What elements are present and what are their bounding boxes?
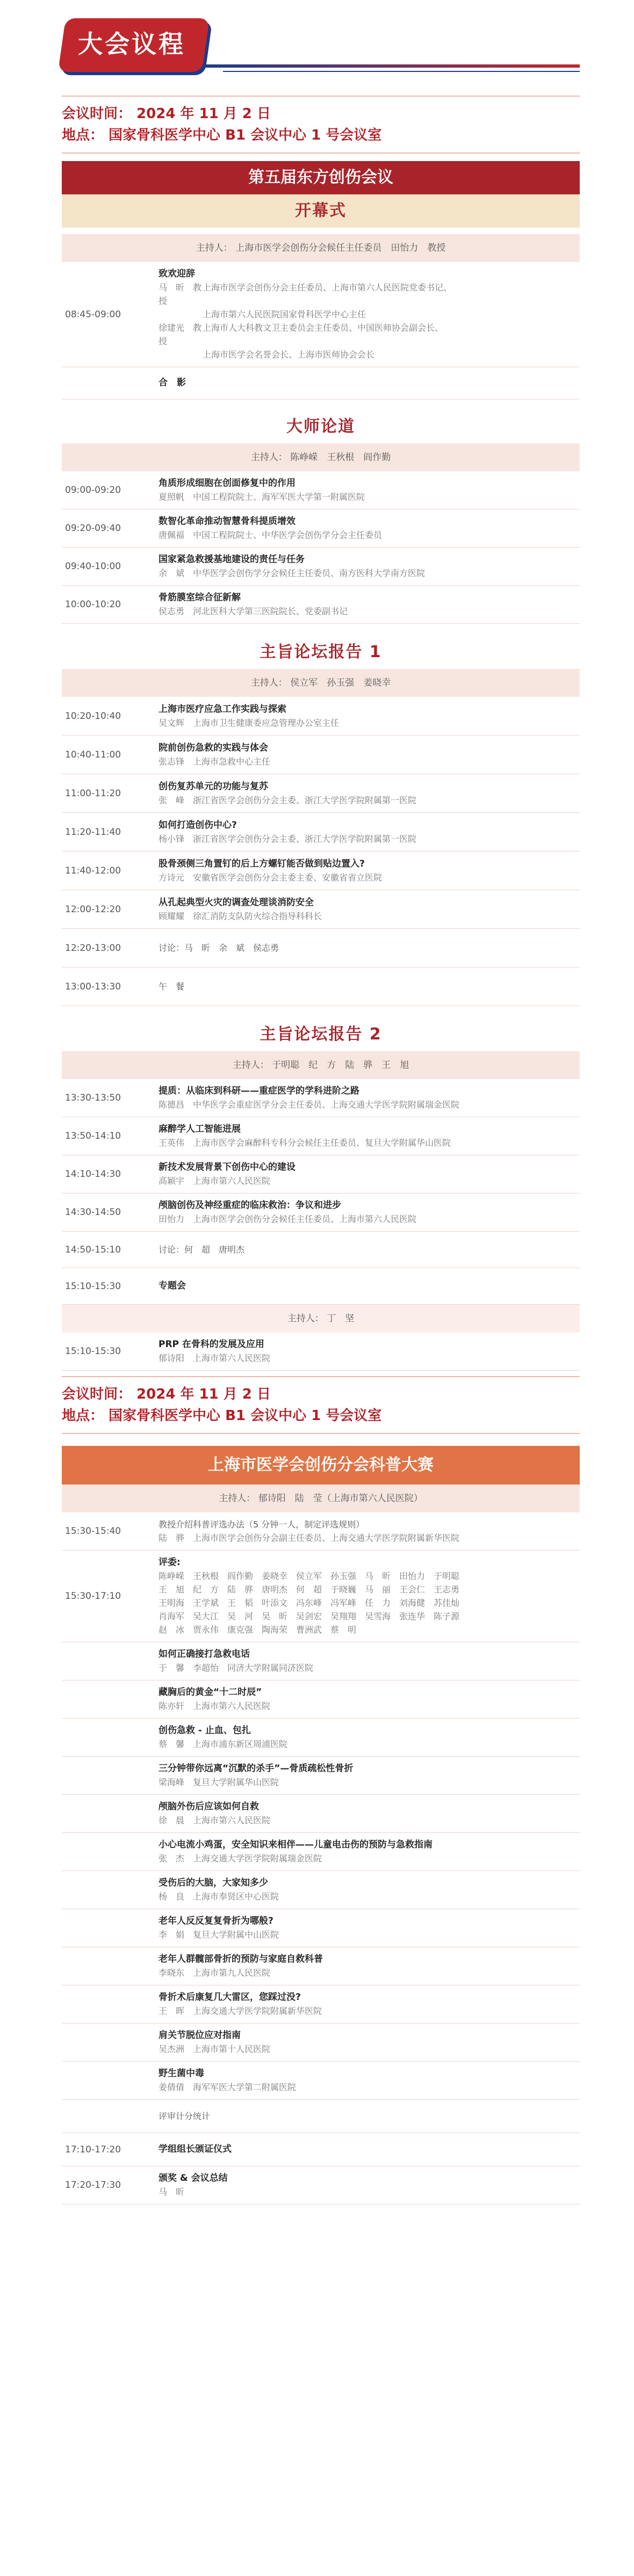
row-speaker: 于 馨 李超怡 同济大学附属同济医院	[158, 1663, 314, 1673]
meeting-place: 地点： 国家骨科医学中心 B1 会议中心 1 号会议室	[62, 127, 382, 143]
judge-line: 陈峥嵘 王秋根 阎作勤 姜晓幸 侯立军 孙玉强 马 昕 田怡力 于明聪	[158, 1571, 460, 1581]
row-time: 17:10-17:20	[65, 2144, 121, 2155]
row-title: 股骨颈侧三角置钉的后上方螺钉能否做到贴边置入?	[158, 858, 365, 869]
row-speaker: 李晓东 上海市第九人民医院	[158, 1968, 271, 1978]
row-title: 学组组长颁证仪式	[158, 2144, 232, 2155]
speaker-line	[158, 321, 580, 348]
speaker-line	[158, 348, 580, 361]
opening-title: 开幕式	[62, 194, 580, 228]
row-time	[62, 2029, 158, 2056]
agenda-row	[62, 852, 580, 890]
agenda-row	[62, 1719, 580, 1757]
agenda-row	[62, 1642, 580, 1680]
row-time: 08:45-09:00	[65, 309, 121, 320]
banner-line	[206, 64, 580, 68]
row-title: 新技术发展背景下创伤中心的建设	[158, 1162, 296, 1173]
row-speaker: 姜倩倩 海军军医大学第二附属医院	[158, 2082, 297, 2092]
row-time	[62, 373, 158, 394]
agenda-row	[62, 697, 580, 736]
row-time: 10:40-11:00	[65, 749, 121, 760]
row-speaker: 张 杰 上海交通大学医学院附属瑞金医院	[158, 1853, 322, 1864]
agenda-row	[62, 967, 580, 1006]
row-content	[158, 1876, 580, 1903]
forum2-host-2: 主持人： 丁 坚	[62, 1305, 580, 1333]
row-content	[158, 1838, 580, 1865]
row-title: 院前创伤急救的实践与体会	[158, 742, 268, 753]
row-speaker: 王英伟 上海市医学会麻醉科专科分会候任主任委员、复旦大学附属华山医院	[158, 1138, 451, 1148]
meeting-place: 地点： 国家骨科医学中心 B1 会议中心 1 号会议室	[62, 1408, 382, 1424]
row-content	[158, 818, 580, 846]
row-title: 颁奖 & 会议总结	[158, 2173, 228, 2184]
agenda-row	[62, 471, 580, 510]
row-speaker: 蔡 馨 上海市浦东新区周浦医院	[158, 1739, 288, 1749]
row-content	[158, 267, 580, 361]
row-content	[158, 1953, 580, 1980]
agenda-row	[62, 774, 580, 813]
row-time	[62, 1648, 158, 1675]
row-speaker: 吴文辉 上海市卫生健康委应急管理办公室主任	[158, 717, 340, 728]
agenda-row	[62, 1079, 580, 1117]
agenda-content	[62, 96, 580, 2204]
row-content	[158, 1123, 580, 1149]
agenda-row	[62, 1268, 580, 1305]
row-content	[158, 1338, 580, 1365]
speaker-line	[158, 308, 580, 321]
speaker-name	[158, 308, 203, 321]
judge-line: 王明海 王学斌 王 韬 叶添文 冯东峰 冯军峰 任 力 刘海健 苏佳灿	[158, 1598, 460, 1608]
agenda-row	[62, 1232, 580, 1268]
row-content	[158, 515, 580, 542]
row-time	[62, 1876, 158, 1903]
row-content	[158, 373, 580, 394]
row-content	[158, 1724, 580, 1751]
row-time: 15:30-15:40	[65, 1526, 121, 1537]
row-speaker: 讨论：马 昕 余 斌 侯志勇	[158, 943, 279, 953]
masters-title: 大师论道	[286, 417, 355, 436]
row-time	[62, 1724, 158, 1751]
row-title: 骨筋膜室综合征新解	[158, 592, 241, 603]
speaker-title: 上海市医学会创伤分会主任委员、上海市第六人民医院党委书记、	[203, 282, 452, 293]
forum2-host: 主持人： 于明聪 纪 方 陆 骅 王 旭	[62, 1051, 580, 1079]
agenda-row	[62, 1333, 580, 1371]
row-content	[158, 2105, 580, 2127]
row-content	[158, 1762, 580, 1789]
forum2-title: 主旨论坛报告 2	[260, 1025, 382, 1044]
row-content	[158, 1085, 580, 1111]
row-content	[158, 2067, 580, 2094]
row-time: 11:20-11:40	[65, 826, 121, 838]
row-content	[158, 1274, 580, 1299]
row-content	[158, 1518, 580, 1545]
row-content	[158, 2029, 580, 2056]
agenda-row	[62, 1909, 580, 1947]
agenda-row	[62, 1155, 580, 1194]
row-time: 13:30-13:50	[65, 1093, 121, 1103]
forum1-title: 主旨论坛报告 1	[260, 643, 382, 661]
row-content	[158, 1237, 580, 1262]
row-speaker: 高颖宇 上海市第六人民医院	[158, 1176, 271, 1186]
row-title: 麻醉学人工智能进展	[158, 1124, 241, 1134]
row-content	[158, 1800, 580, 1827]
row-speaker: 陈德昌 中华医学会重症医学分会主任委员、上海交通大学医学院附属瑞金医院	[158, 1100, 460, 1110]
agenda-row	[62, 1985, 580, 2024]
row-time: 12:20-13:00	[65, 942, 121, 954]
row-title: 颅脑创伤及神经重症的临床救治：争议和进步	[158, 1200, 341, 1211]
row-title: 数智化革命推动智慧骨科提质增效	[158, 516, 296, 527]
row-content	[158, 857, 580, 884]
row-content	[158, 2172, 580, 2199]
row-time	[62, 2067, 158, 2094]
agenda-row	[62, 548, 580, 586]
row-title: 创伤复苏单元的功能与复苏	[158, 781, 268, 792]
row-time: 12:00-12:20	[65, 904, 121, 915]
row-content	[158, 2138, 580, 2160]
row-speaker-2: 陆 骅 上海市医学会创伤分会副主任委员、上海交通大学医学院附属新华医院	[158, 1533, 460, 1543]
row-time: 11:00-11:20	[65, 788, 121, 799]
row-speaker: 夏照帆 中国工程院院士、海军军医大学第一附属医院	[158, 492, 365, 502]
agenda-row	[62, 2133, 580, 2166]
row-title: 上海市医疗应急工作实践与探索	[158, 703, 286, 715]
judge-line: 王 旭 纪 方 陆 骅 唐明杰 何 超 于晓巍 马 丽 王会仁 王志勇	[158, 1584, 460, 1595]
agenda-row	[62, 586, 580, 624]
row-time: 14:10-14:30	[65, 1169, 121, 1180]
row-time: 09:00-09:20	[65, 485, 121, 496]
row-speaker: 李 娟 复旦大学附属中山医院	[158, 1930, 279, 1940]
speaker-name: 马 昕 教授	[158, 282, 202, 306]
row-title: 如何打造创伤中心?	[158, 819, 237, 831]
row-title: 野生菌中毒	[158, 2068, 204, 2079]
contest-host: 主持人： 郁诗阳 陆 莹（上海市第六人民医院）	[62, 1485, 580, 1512]
row-speaker: 陈亦轩 上海市第六人民医院	[158, 1701, 271, 1711]
agenda-row	[62, 510, 580, 548]
agenda-row	[62, 1833, 580, 1871]
row-title: 小心电流小鸡蛋，安全知识来相伴——儿童电击伤的预防与急救指南	[158, 1839, 433, 1850]
speaker-line	[158, 281, 580, 308]
row-time: 09:20-09:40	[65, 523, 121, 534]
row-speaker: 田怡力 上海市医学会创伤分会候任主任委员、上海市第六人民医院	[158, 1214, 417, 1224]
row-speaker: 评审计分统计	[158, 2111, 211, 2121]
meeting-info	[62, 97, 580, 152]
conference-title: 第五届东方创伤会议	[62, 161, 580, 194]
row-speaker: 杨小锋 浙江省医学会创伤分会主委、浙江大学医学院附属第一医院	[158, 833, 417, 844]
row-speaker: 张 峰 浙江省医学会创伤分会主委、浙江大学医学院附属第一医院	[158, 795, 417, 805]
row-speaker: 方诗元 安徽省医学会创伤分会主委主委、安徽省省立医院	[158, 872, 383, 883]
agenda-row	[62, 1194, 580, 1232]
row-title: 三分钟带你远离“沉默的杀手”—骨质疏松性骨折	[158, 1763, 354, 1774]
agenda-row	[62, 2024, 580, 2062]
row-time: 15:10-15:30	[65, 1346, 121, 1357]
row-time: 11:40-12:00	[65, 865, 121, 876]
row-title: 专题会	[158, 1280, 186, 1291]
speaker-name	[158, 348, 203, 361]
agenda-banner	[62, 15, 580, 72]
agenda-row	[62, 929, 580, 967]
row-content	[158, 896, 580, 923]
row-content	[158, 1556, 580, 1636]
row-speaker: 午 餐	[158, 981, 185, 992]
row-content	[158, 1991, 580, 2018]
row-time: 15:30-17:10	[65, 1591, 121, 1602]
row-content	[158, 1648, 580, 1675]
row-time: 13:50-14:10	[65, 1131, 121, 1141]
row-content	[158, 477, 580, 504]
row-title: 颅脑外伤后应该如何自救	[158, 1801, 259, 1812]
row-speaker: 唐佩福 中国工程院院士、中华医学会创伤学分会主任委员	[158, 530, 383, 540]
speaker-title: 上海市人大科教文卫主委员会主任委员、中国医师协会副会长、	[203, 323, 444, 333]
row-speaker: 王 晖 上海交通大学医学院附属新华医院	[158, 2006, 322, 2016]
row-title: PRP 在骨科的发展及应用	[158, 1339, 264, 1350]
row-speaker: 余 斌 中华医学会创伤学分会候任主任委员、南方医科大学南方医院	[158, 568, 426, 578]
row-title: 老年人群髋部骨折的预防与家庭自救科普	[158, 1954, 323, 1964]
row-speaker: 顾耀耀 徐汇消防支队防火综合指导科科长	[158, 911, 322, 921]
row-content	[158, 741, 580, 768]
row-title: 合 影	[158, 377, 186, 388]
row-time: 09:40-10:00	[65, 561, 121, 572]
row-content	[158, 1161, 580, 1188]
agenda-row	[62, 2062, 580, 2100]
row-time	[62, 1800, 158, 1827]
row-title: 国家紧急救援基地建设的责任与任务	[158, 554, 305, 565]
row-title: 受伤后的大脑，大家知多少	[158, 1878, 268, 1888]
row-speaker: 梁海峰 复旦大学附属华山医院	[158, 1777, 279, 1787]
contest-title: 上海市医学会创伤分会科普大赛	[62, 1446, 580, 1485]
agenda-row	[62, 1795, 580, 1833]
row-speaker: 徐 晨 上海市第六人民医院	[158, 1815, 271, 1825]
meeting-time: 会议时间： 2024 年 11 月 2 日	[62, 1386, 271, 1402]
meeting-time: 会议时间： 2024 年 11 月 2 日	[62, 106, 271, 122]
row-title: 藏胸后的黄金“十二时辰”	[158, 1687, 262, 1698]
row-time: 15:10-15:30	[65, 1280, 121, 1292]
row-content	[158, 591, 580, 618]
agenda-row	[62, 1117, 580, 1155]
row-title: 骨折术后康复几大雷区，您踩过没?	[158, 1992, 301, 2003]
row-speaker: 张志锋 上海市急救中心主任	[158, 756, 271, 767]
row-time: 13:00-13:30	[65, 981, 121, 992]
agenda-row	[62, 813, 580, 852]
agenda-row	[62, 262, 580, 367]
row-title: 提质：从临床到科研——重症医学的学科进阶之路	[158, 1086, 359, 1096]
row-title: 从孔起典型火灾的调查处理谈消防安全	[158, 897, 314, 908]
row-title: 如何正确接打急救电话	[158, 1649, 250, 1660]
row-title: 致欢迎辞	[158, 268, 195, 279]
row-speaker: 讨论：何 超 唐明杰	[158, 1245, 245, 1255]
forum1-host: 主持人： 侯立军 孙玉强 姜晓幸	[62, 669, 580, 697]
row-time	[62, 2105, 158, 2127]
meeting-info	[62, 1377, 580, 1433]
agenda-row	[62, 1680, 580, 1719]
agenda-row	[62, 1757, 580, 1795]
row-speaker: 吴杰洲 上海市第十人民医院	[158, 2044, 271, 2054]
opening-host: 主持人： 上海市医学会创伤分会候任主任委员 田怡力 教授	[62, 234, 580, 262]
row-time	[62, 1838, 158, 1865]
row-content	[158, 973, 580, 1000]
judge-line: 肖海军 吴大江 吴 河 吴 昕 吴剑宏 吴翔翔 吴雪海 张连华 陈子源	[158, 1611, 460, 1621]
row-content	[158, 934, 580, 962]
row-time: 14:50-15:10	[65, 1244, 121, 1255]
speaker-name: 徐建光 教授	[158, 323, 202, 346]
row-content	[158, 553, 580, 580]
agenda-row	[62, 1512, 580, 1551]
speaker-title: 上海市第六人民医院国家骨科医学中心主任	[203, 309, 366, 319]
row-time	[62, 1686, 158, 1713]
row-title: 创伤急救 - 止血、包扎	[158, 1725, 251, 1736]
row-title: 老年人反反复复骨折为哪般?	[158, 1916, 273, 1926]
agenda-row	[62, 1947, 580, 1985]
masters-host: 主持人： 陈峥嵘 王秋根 阎作勤	[62, 443, 580, 471]
row-title: 评委:	[158, 1557, 181, 1568]
row-speaker: 马 昕	[158, 2187, 185, 2197]
row-time: 10:00-10:20	[65, 599, 121, 610]
banner-line-thin	[223, 71, 580, 72]
row-time: 10:20-10:40	[65, 710, 121, 722]
judge-line: 赵 冰 贾永伟 康克强 陶海荣 曹洲武 蔡 明	[158, 1625, 357, 1635]
row-title: 角质形成细胞在创面修复中的作用	[158, 478, 296, 489]
agenda-row	[62, 2166, 580, 2204]
speaker-title: 上海市医学会名誉会长、上海市医师协会会长	[203, 350, 375, 360]
agenda-row	[62, 2100, 580, 2133]
agenda-row	[62, 367, 580, 399]
row-time: 14:30-14:50	[65, 1207, 121, 1218]
row-time	[62, 1762, 158, 1789]
row-speaker: 郁诗阳 上海市第六人民医院	[158, 1353, 271, 1363]
row-content	[158, 1199, 580, 1226]
row-content	[158, 702, 580, 730]
row-time	[62, 1953, 158, 1980]
row-time	[62, 1915, 158, 1941]
row-speaker: 教授介绍科普评选办法（5 分钟一人，制定评选规则）	[158, 1519, 365, 1530]
agenda-row	[62, 1551, 580, 1642]
row-time: 17:20-17:30	[65, 2180, 121, 2191]
row-content	[158, 1915, 580, 1941]
row-title: 肩关节脱位应对指南	[158, 2030, 241, 2041]
row-speaker: 杨 良 上海市奉贤区中心医院	[158, 1891, 279, 1902]
agenda-row	[62, 1871, 580, 1909]
row-content	[158, 780, 580, 807]
agenda-row	[62, 736, 580, 774]
agenda-row	[62, 890, 580, 929]
banner-title: 大会议程	[78, 30, 185, 59]
row-time	[62, 1991, 158, 2018]
row-content	[158, 1686, 580, 1713]
row-speaker: 侯志勇 河北医科大学第三医院院长、党委副书记	[158, 606, 348, 616]
